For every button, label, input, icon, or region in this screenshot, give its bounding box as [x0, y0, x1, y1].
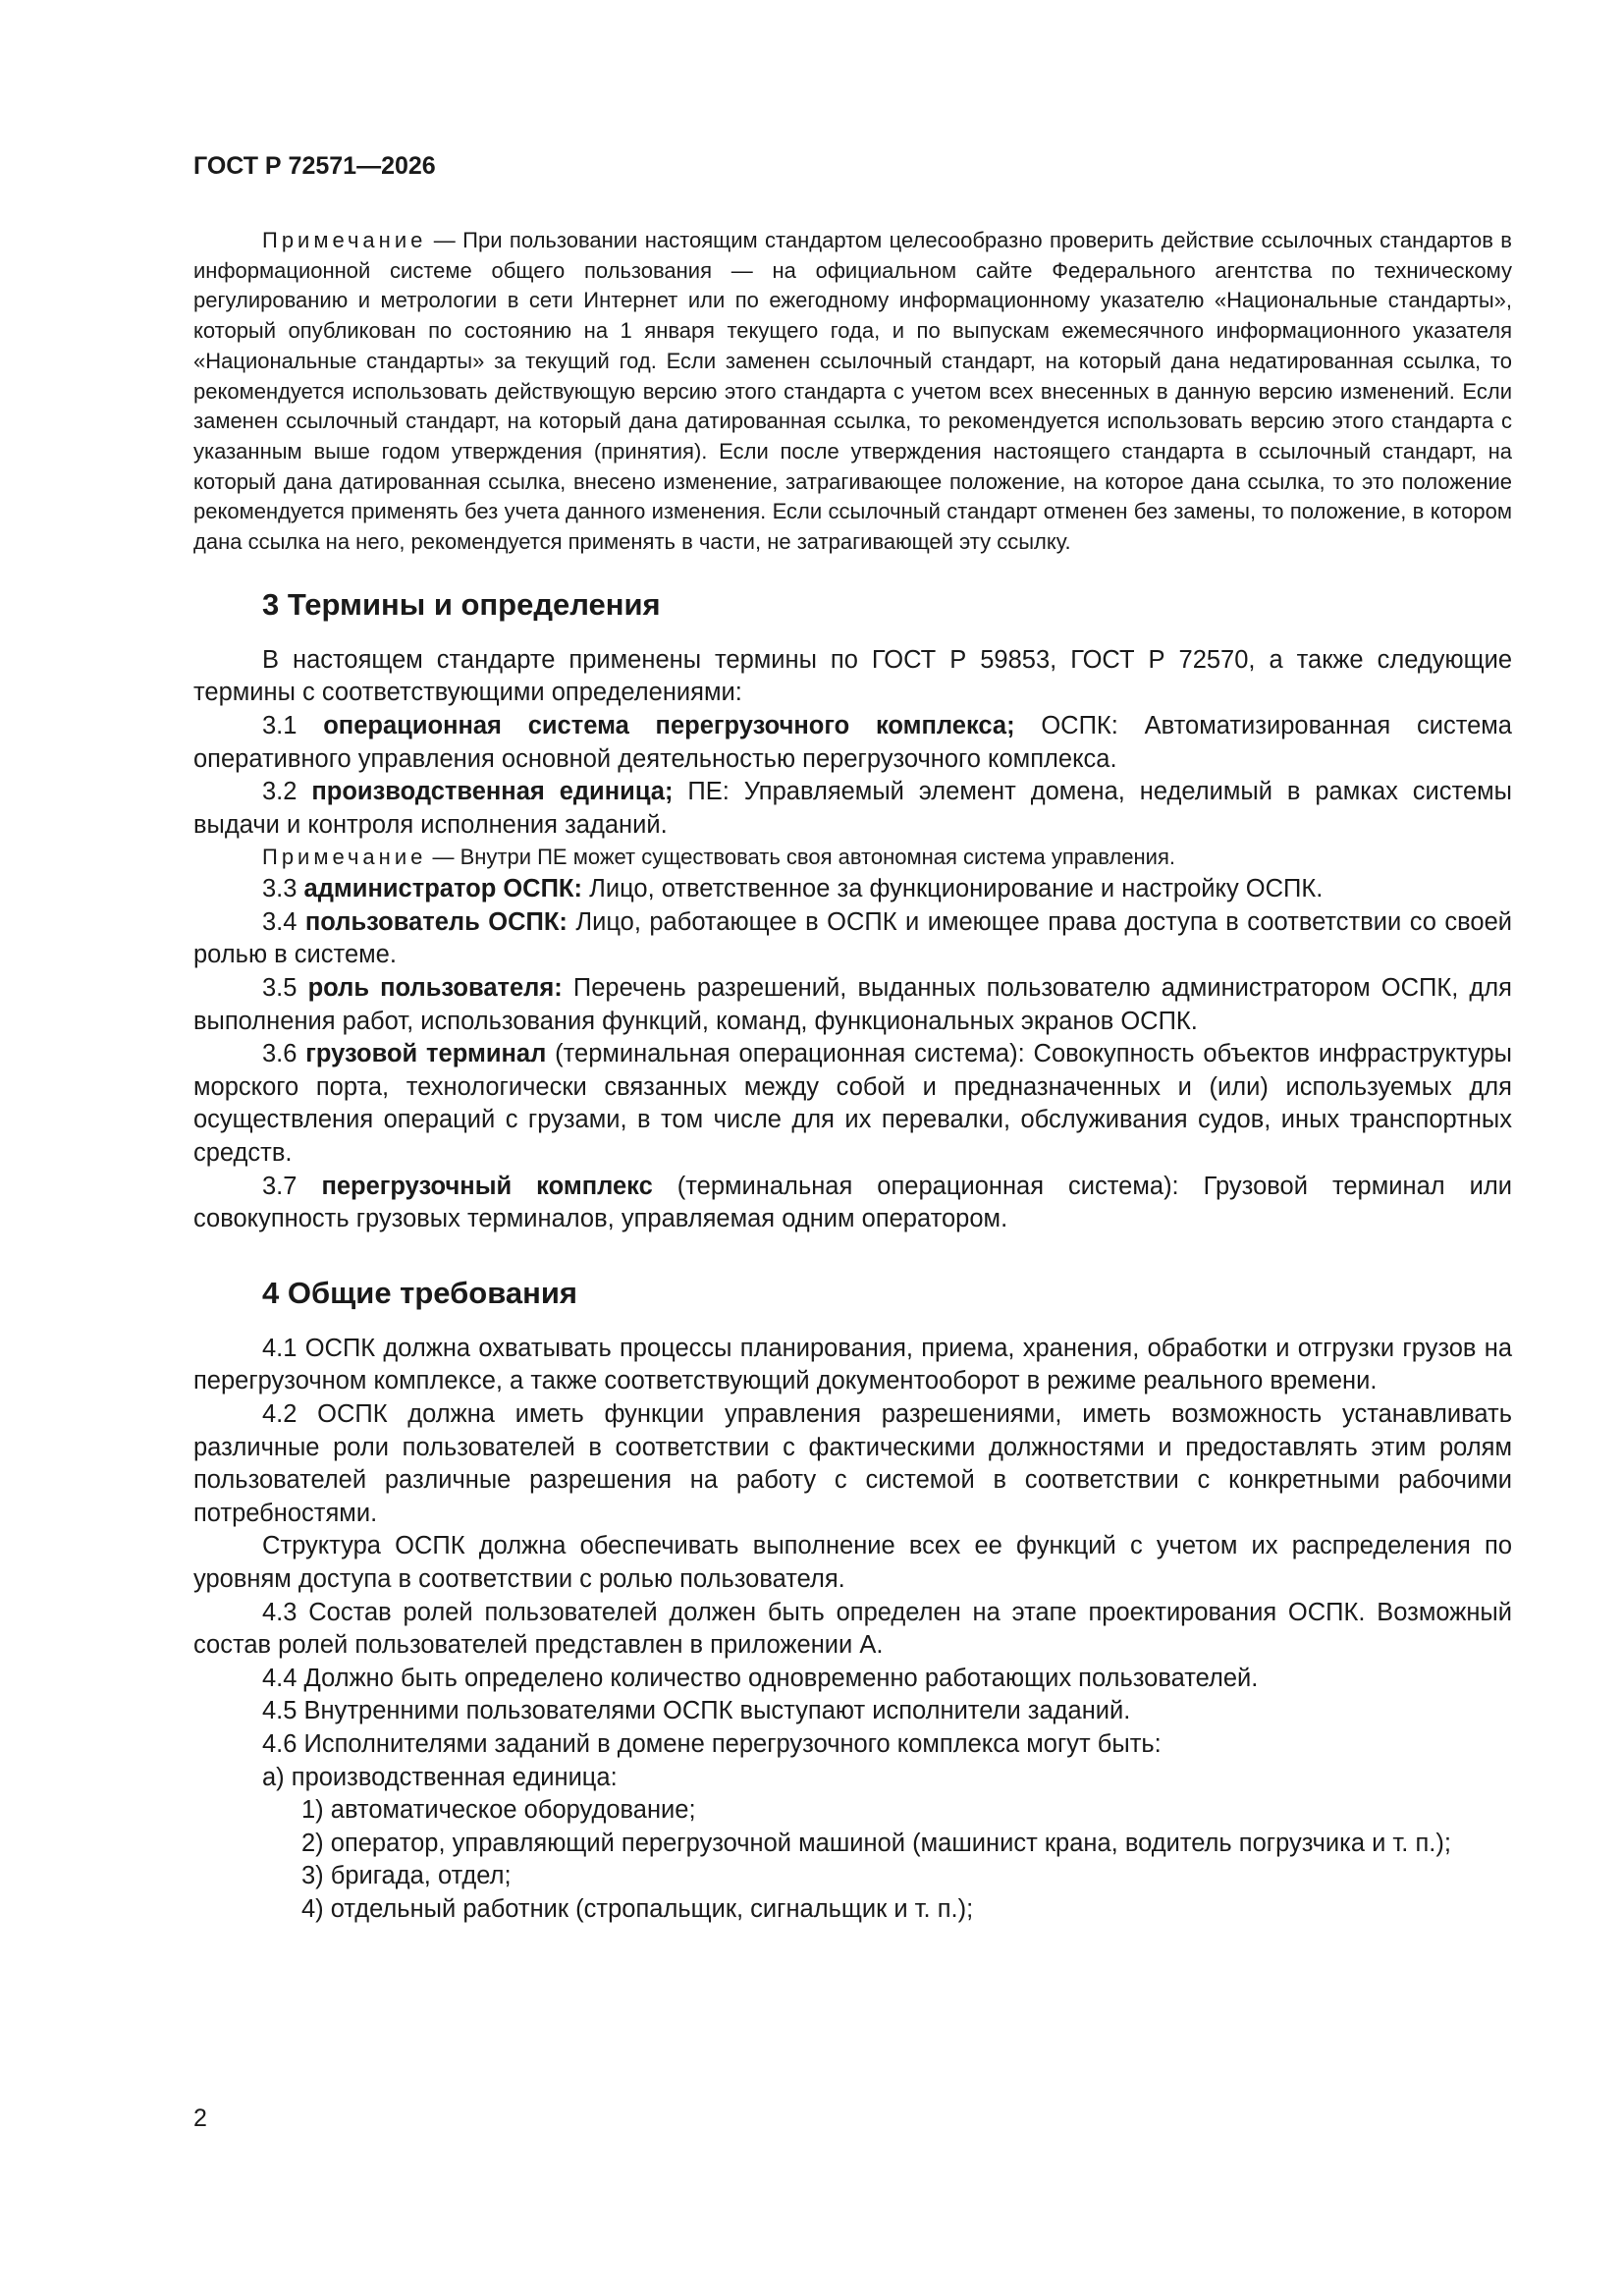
list-item-a2: 2) оператор, управляющий перегрузочной машиной (машинист крана, водитель погрузчика и т. п.);	[301, 1829, 1451, 1857]
term-3-2: 3.2 производственная единица; ПЕ: Управляемый элемент домена, неделимый в рамках системы выдачи и контроля исполнения заданий.	[193, 778, 1512, 839]
clause-4-6: 4.6 Исполнителями заданий в домене перегрузочного комплекса могут быть:	[262, 1729, 1162, 1758]
section-3-heading: 3 Термины и определения	[262, 586, 661, 622]
term-3-5: 3.5 роль пользователя: Перечень разрешений, выданных пользователю администратором ОСПК, для выполнения работ, использования функций, команд, функциональных экранов ОСПК.	[193, 974, 1512, 1035]
document-content	[193, 226, 1512, 1927]
clause-4-3: 4.3 Состав ролей пользователей должен быть определен на этапе проектирования ОСПК. Возможный состав ролей пользователей представлен в приложении А.	[193, 1598, 1512, 1660]
term-3-7: 3.7 перегрузочный комплекс (терминальная операционная система): Грузовой терминал или совокупность грузовых терминалов, управляемая одним оператором.	[193, 1172, 1512, 1233]
section-4-body	[193, 1333, 1512, 1927]
term-note: Примечание — Внутри ПЕ может существовать своя автономная система управления.	[262, 845, 1175, 870]
list-item-a3: 3) бригада, отдел;	[301, 1862, 512, 1890]
clause-4-5: 4.5 Внутренними пользователями ОСПК выступают исполнители заданий.	[262, 1697, 1131, 1725]
list-item-a4: 4) отдельный работник (стропальщик, сигнальщик и т. п.);	[301, 1894, 974, 1923]
reference-note	[193, 226, 1512, 558]
clause-4-2-structure: Структура ОСПК должна обеспечивать выполнение всех ее функций с учетом их распределения по уровням доступа в соответствии с ролью пользователя.	[193, 1532, 1512, 1593]
term-3-3: 3.3 администратор ОСПК: Лицо, ответственное за функционирование и настройку ОСПК.	[262, 875, 1324, 903]
section-3-intro: В настоящем стандарте применены термины по ГОСТ Р 59853, ГОСТ Р 72570, а также следующие термины с соответствующими определениями:	[193, 645, 1512, 707]
term-3-4: 3.4 пользователь ОСПК: Лицо, работающее в ОСПК и имеющее права доступа в соответствии со своей ролью в системе.	[193, 907, 1512, 969]
section-4-heading: 4 Общие требования	[262, 1275, 577, 1310]
term-3-1: 3.1 операционная система перегрузочного комплекса; ОСПК: Автоматизированная система оперативного управления основной деятельностью перегрузочного комплекса.	[193, 711, 1512, 773]
clause-4-4: 4.4 Должно быть определено количество одновременно работающих пользователей.	[262, 1664, 1259, 1692]
page-number: 2	[193, 2105, 207, 2132]
list-item-a: а) производственная единица:	[262, 1763, 618, 1791]
list-item-a1: 1) автоматическое оборудование;	[301, 1796, 696, 1825]
note-label: Примечание	[262, 228, 427, 252]
term-3-6: 3.6 грузовой терминал (терминальная операционная система): Совокупность объектов инфраструктуры морского порта, технологически связанных между собой и предназначенных и (или) используемых для осуществления операций с грузами, в том числе для их перевалки, обслуживания судов, иных транспортных средств.	[193, 1040, 1512, 1168]
clause-4-2: 4.2 ОСПК должна иметь функции управления разрешениями, иметь возможность устанавливать различные роли пользователей в соответствии с фактическими должностями и предоставлять этим ролям пользователей различные разрешения на работу с системой в соответствии с конкретными рабочими потребностями.	[193, 1400, 1512, 1527]
note-text: — При пользовании настоящим стандартом целесообразно проверить действие ссылочных стандартов в информационной системе общего пользования — на официальном сайте Федерального агентства по техническому регулированию и метрологии в сети Интернет или по ежегодному информационному указателю «Национальные стандарты», который опубликован по состоянию на 1 января текущего года, и по выпускам ежемесячного информационного указателя «Национальные стандарты» за текущий год. Если заменен ссылочный стандарт, на который дана недатированная ссылка, то рекомендуется использовать действующую версию этого стандарта с учетом всех внесенных в данную версию изменений. Если заменен ссылочный стандарт, на который дана датированная ссылка, то рекомендуется использовать версию этого стандарта с указанным выше годом утверждения (принятия). Если после утверждения настоящего стандарта в ссылочный стандарт, на который дана датированная ссылка, внесено изменение, затрагивающее положение, на которое дана ссылка, то это положение рекомендуется применять без учета данного изменения. Если ссылочный стандарт отменен без замены, то положение, в котором дана ссылка на него, рекомендуется применять в части, не затрагивающей эту ссылку.	[193, 228, 1512, 555]
clause-4-1: 4.1 ОСПК должна охватывать процессы планирования, приема, хранения, обработки и отгрузки грузов на перегрузочном комплексе, а также соответствующий документооборот в режиме реального времени.	[193, 1334, 1512, 1395]
section-3-body	[193, 644, 1512, 1236]
document-header: ГОСТ Р 72571—2026	[193, 152, 436, 180]
